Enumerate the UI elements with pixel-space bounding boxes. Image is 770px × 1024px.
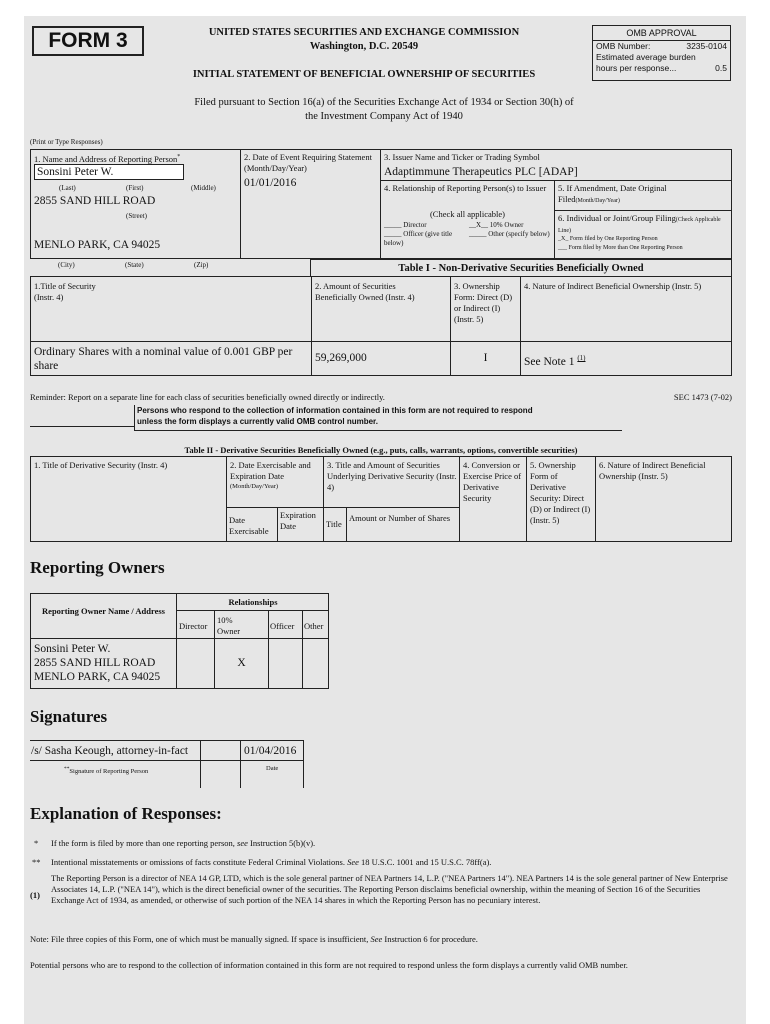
signature-label-text: Signature of Reporting Person <box>69 768 149 776</box>
table1-col2-label: 2. Amount of Securities Beneficially Owned (Instr. 4) <box>315 281 415 302</box>
state-label: (State) <box>125 261 144 269</box>
table1-col2-header <box>311 276 451 342</box>
date-exercisable-label: Date Exercisable <box>229 515 269 536</box>
more-person-option: ___ Form filed by More than One Reporting Person <box>558 245 683 251</box>
footnote-1-text: The Reporting Person is a director of NEA 14 GP, LTD, which is the sole general partner of NEA Partners 14, L.P. ("NEA Partners 14"). NEA Partners 14 is the sole general partner of New Enterprise Associates 14, L.P. ("NEA 14"), which is the direct beneficial owner of the securities. The Reporting Person disclaims beneficial ownership, within the meaning of Section 16 of the Securities Exchange Act of 1934, as amended, or otherwise of such portion of the NEA 14 shares in which the Reporting Person has no pecuniary interest. <box>51 873 728 905</box>
box1-label: 1. Name and Address of Reporting Person <box>34 153 178 164</box>
table2-col6-label: 6. Nature of Indirect Beneficial Ownership (Instr. 5) <box>599 460 706 481</box>
omb-burden-line1: Estimated average burden <box>596 52 696 62</box>
expiration-date-label: Expiration Date <box>280 510 316 531</box>
amendment-box <box>554 180 732 211</box>
owners-table <box>30 593 329 689</box>
table2-col5-label: 5. Ownership Form of Derivative Security: Direct (D) or Indirect (I) (Instr. 5) <box>530 460 591 525</box>
reporting-person-box <box>30 149 241 259</box>
potential-persons-note: Potential persons who are to respond to the collection of information contained in this form are not required to respond unless the form displays a currently valid OMB number. <box>30 960 628 970</box>
omb-burden-value: 0.5 <box>715 63 727 73</box>
box6-small: (Check Applicable Line) <box>558 217 721 234</box>
ten-percent-owner-header: 10% Owner <box>217 615 241 636</box>
table2-col2-label: 2. Date Exercisable and Expiration Date <box>230 460 311 481</box>
table2-col2-divider <box>227 507 323 508</box>
box3-label: 3. Issuer Name and Ticker or Trading Symbol <box>384 152 540 162</box>
table1-col4-label: 4. Nature of Indirect Beneficial Ownership (Instr. 5) <box>524 281 702 291</box>
table1-col4-header <box>520 276 732 342</box>
table2-col5-header <box>526 456 596 542</box>
filed-pursuant-line1: Filed pursuant to Section 16(a) of the Securities Exchange Act of 1934 or Section 30(h) of <box>194 97 574 108</box>
officer-header: Officer <box>270 621 295 631</box>
note-star-text-a: If the form is filed by more than one reporting person, <box>51 838 235 848</box>
first-label: (First) <box>126 184 144 192</box>
box4-label: 4. Relationship of Reporting Person(s) to Issuer <box>384 183 547 193</box>
signature-label <box>64 765 148 776</box>
check-all-label: (Check all applicable) <box>429 209 506 219</box>
table2-col1-label: 1. Title of Derivative Security (Instr. 4) <box>34 460 168 470</box>
footnote-1-mark: (1) <box>30 890 40 900</box>
omb-burden-line2: hours per response... <box>596 63 677 73</box>
signatures-heading: Signatures <box>30 707 108 726</box>
event-date-box <box>240 149 381 259</box>
box5-small: (Month/Day/Year) <box>575 198 620 204</box>
reporting-person-name: Sonsini Peter W. <box>34 164 184 180</box>
table2-col3-divider <box>324 507 459 508</box>
street-value: 2855 SAND HILL ROAD <box>34 195 156 207</box>
issuer-name: Adaptimmune Therapeutics PLC [ADAP] <box>384 166 578 178</box>
table1-title: Table I - Non-Derivative Securities Beneficially Owned <box>310 259 732 277</box>
box1-mark: * <box>177 154 181 160</box>
table2-col2-header <box>226 456 324 542</box>
omb-number-value: 3235-0104 <box>686 41 727 51</box>
owner-address-line3: MENLO PARK, CA 94025 <box>34 671 161 683</box>
box5-label <box>558 183 728 207</box>
omb-notice-line1: Persons who respond to the collection of information contained in this form are not required to respond <box>137 406 533 415</box>
box6-label-text: 6. Individual or Joint/Group Filing <box>558 213 676 223</box>
form-page <box>24 16 746 1024</box>
other-checkbox: _____ Other (specify below) <box>469 230 550 238</box>
note-double-star-text-a: Intentional misstatements or omissions of facts constitute Federal Criminal Violations. <box>51 857 345 867</box>
copies-note-b: Instruction 6 for procedure. <box>384 934 478 944</box>
zip-label: (Zip) <box>194 261 209 269</box>
note-double-star-see: See <box>347 857 359 867</box>
date-label: Date <box>266 765 279 772</box>
director-header: Director <box>179 621 208 631</box>
table1-col1-label: 1.Title of Security (Instr. 4) <box>34 281 96 302</box>
relationships-header: Relationships <box>228 597 278 607</box>
note-star-text <box>51 838 315 849</box>
event-date-value: 01/01/2016 <box>244 177 297 189</box>
nature-of-ownership: See Note 1 <box>524 355 575 368</box>
note-double-star-text <box>51 857 491 868</box>
filing-type-box <box>554 210 732 259</box>
agency-name: UNITED STATES SECURITIES AND EXCHANGE COMMISSION <box>208 27 520 38</box>
nature-text <box>524 351 586 369</box>
table1-row-nature <box>520 341 732 376</box>
print-note: (Print or Type Responses) <box>30 138 103 146</box>
omb-notice-line2: unless the form displays a currently valid OMB control number. <box>137 417 378 426</box>
reminder-rule <box>30 426 134 427</box>
security-title: Ordinary Shares with a nominal value of 0.001 GBP per share <box>34 346 293 372</box>
table1-col1-header <box>30 276 312 342</box>
table1-row-security <box>30 341 312 376</box>
signer-name: /s/ Sasha Keough, attorney-in-fact <box>31 745 189 757</box>
amount-owned: 59,269,000 <box>315 352 367 364</box>
table1-col3-label: 3. Ownership Form: Direct (D) or Indirect (I) (Instr. 5) <box>454 281 513 324</box>
owner-address-line1: Sonsini Peter W. <box>34 643 111 655</box>
ownership-form: I <box>483 352 488 364</box>
table2-col2-small: (Month/Day/Year) <box>230 483 279 490</box>
explanation-heading: Explanation of Responses: <box>30 804 222 823</box>
table1-row-form <box>450 341 521 376</box>
note-double-star-text-b: 18 U.S.C. 1001 and 15 U.S.C. 78ff(a). <box>361 857 492 867</box>
copies-note <box>30 934 478 945</box>
note-star-mark: * <box>34 838 39 848</box>
sec-number: SEC 1473 (7-02) <box>673 392 732 402</box>
agency-address: Washington, D.C. 20549 <box>309 41 419 52</box>
copies-note-see: See <box>370 934 383 944</box>
street-label: (Street) <box>126 212 147 220</box>
director-checkbox: _____ Director <box>384 221 427 229</box>
omb-number-label: OMB Number: <box>596 41 651 51</box>
table2-col1-header <box>30 456 227 542</box>
ten-percent-owner-checkbox: __X__ 10% Owner <box>469 221 524 229</box>
note-double-star-mark: ** <box>32 857 41 867</box>
table1-col3-header <box>450 276 521 342</box>
officer-checkbox: _____ Officer (give title below) <box>384 230 453 247</box>
footnote-1-link[interactable]: (1) <box>577 354 586 362</box>
filed-pursuant-line2: the Investment Company Act of 1940 <box>305 111 463 122</box>
box5-label-text: 5. If Amendment, Date Original Filed <box>558 183 667 204</box>
table2-col6-header <box>595 456 732 542</box>
form-title: INITIAL STATEMENT OF BENEFICIAL OWNERSHIP OF SECURITIES <box>192 69 536 80</box>
one-person-option: _X_ Form filed by One Reporting Person <box>558 236 658 242</box>
city-label: (City) <box>58 261 75 269</box>
relationship-box <box>380 180 555 259</box>
table2-col3-vdivider <box>346 507 347 541</box>
form-label: FORM 3 <box>32 26 144 56</box>
note-star-see: see <box>237 838 248 848</box>
box2-label: 2. Date of Event Requiring Statement (Month/Day/Year) <box>244 152 372 173</box>
owner-address-line2: 2855 SAND HILL ROAD <box>34 657 156 669</box>
table2-col2-vdivider <box>277 507 278 541</box>
owner-name-header: Reporting Owner Name / Address <box>42 606 165 616</box>
table2-title: Table II - Derivative Securities Beneficially Owned (e.g., puts, calls, warrants, options, convertible securities) <box>184 445 578 455</box>
omb-heading: OMB APPROVAL <box>593 26 730 41</box>
ten-percent-owner-mark: X <box>237 657 246 669</box>
other-header: Other <box>304 621 324 631</box>
issuer-box <box>380 149 732 181</box>
box6-label <box>558 213 730 235</box>
signature-date: 01/04/2016 <box>244 745 297 757</box>
table2-col4-label: 4. Conversion or Exercise Price of Derivative Security <box>463 460 522 503</box>
table2-col3-label: 3. Title and Amount of Securities Underlying Derivative Security (Instr. 4) <box>327 460 457 492</box>
note-star-text-b: Instruction 5(b)(v). <box>250 838 316 848</box>
reporting-owners-heading: Reporting Owners <box>30 558 165 577</box>
title-label: Title <box>326 519 342 529</box>
table2-col4-header <box>459 456 527 542</box>
copies-note-a: Note: File three copies of this Form, one of which must be manually signed. If space is insufficient, <box>30 934 369 944</box>
city-value: MENLO PARK, CA 94025 <box>34 239 161 251</box>
middle-label: (Middle) <box>191 184 216 192</box>
signature-mark: ** <box>64 766 70 772</box>
last-label: (Last) <box>59 184 76 192</box>
table2-col3-header <box>323 456 460 542</box>
omb-approval-box <box>592 25 731 81</box>
reminder-text: Reminder: Report on a separate line for each class of securities beneficially owned directly or indirectly. <box>30 392 385 402</box>
table1-row-amount <box>311 341 451 376</box>
amount-shares-label: Amount or Number of Shares <box>349 513 451 523</box>
